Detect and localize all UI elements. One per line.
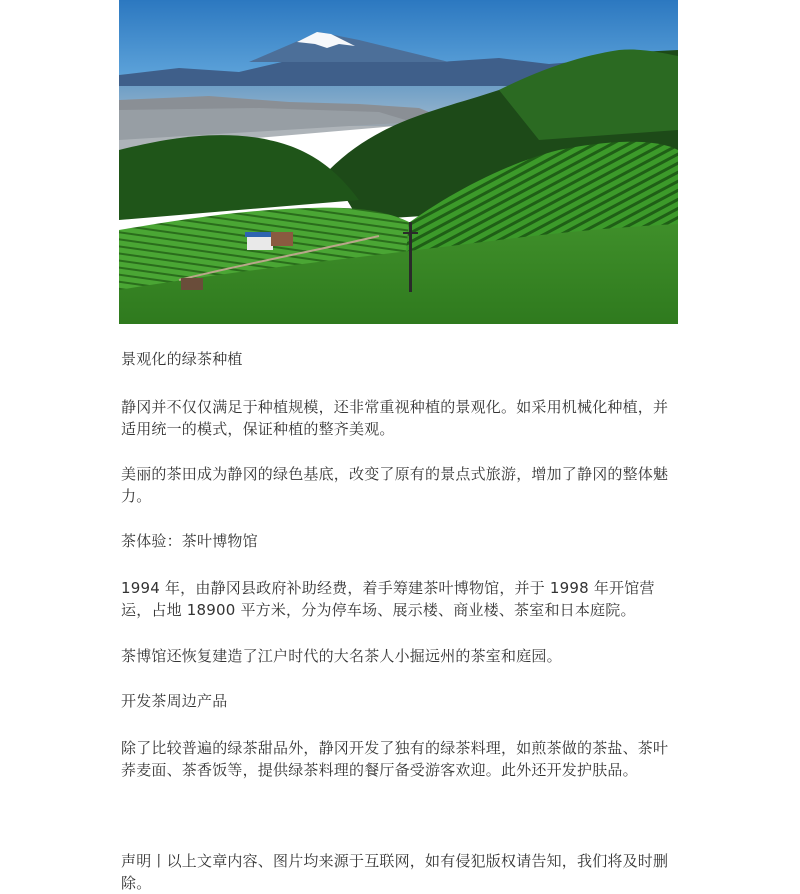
- paragraph: 茶博馆还恢复建造了江户时代的大名茶人小掘远州的茶室和庭园。: [121, 647, 562, 665]
- paragraph: 静冈并不仅仅满足于种植规模，还非常重视种植的景观化。如采用机械化种植，并适用统一的模式，保证种植的整齐美观。: [121, 398, 669, 438]
- section-heading-products: 开发茶周边产品: [121, 692, 228, 710]
- paragraph: 1994 年，由静冈县政府补助经费，着手筹建茶叶博物馆，并于 1998 年开馆营运，占地 18900 平方米，分为停车场、展示楼、商业楼、茶室和日本庭院。: [121, 579, 655, 619]
- hero-image: [119, 0, 678, 324]
- mountain-tea-field-image: [119, 0, 678, 324]
- section-heading-landscape: 景观化的绿茶种植: [121, 350, 243, 368]
- paragraph: 除了比较普遍的绿茶甜品外，静冈开发了独有的绿茶料理，如煎茶做的茶盐、茶叶荞麦面、茶香饭等，提供绿茶料理的餐厅备受游客欢迎。此外还开发护肤品。: [121, 739, 669, 779]
- paragraph: 美丽的茶田成为静冈的绿色基底，改变了原有的景点式旅游，增加了静冈的整体魅力。: [121, 465, 669, 505]
- disclaimer: 声明丨以上文章内容、图片均来源于互联网，如有侵犯版权请告知，我们将及时删除。: [121, 852, 669, 892]
- section-heading-museum: 茶体验：茶叶博物馆: [121, 532, 258, 550]
